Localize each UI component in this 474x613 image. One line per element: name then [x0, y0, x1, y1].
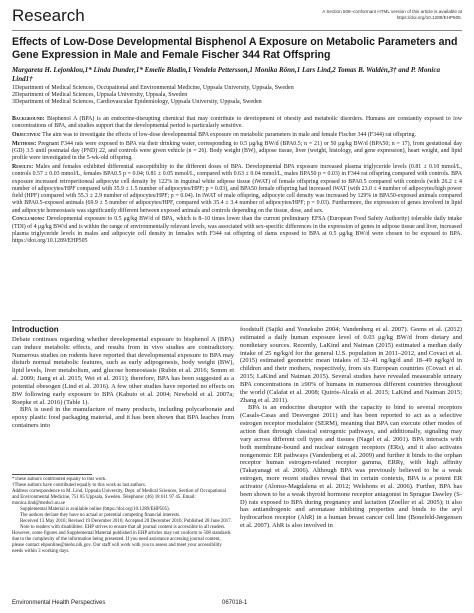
abstract-conclusions-head: Conclusions:: [12, 216, 45, 223]
header-rule: [12, 30, 462, 31]
accessibility-notice: A Section 508–conformant HTML version of this article is available at https://doi.org/10.1289/EHP505.: [322, 9, 462, 20]
right-paragraph-2: BPA is an endocrine disruptor with the capacity to bind to several receptors (Casals-Casas and Desvergne 2011) and has been reported to act as a selective estrogen receptor modulator (SERM), meaning that BPA can execute other modes of action than through classical estrogenic pathways, and additionally, signaling may vary across different cell types and tissues (Nagel et al. 2001). BPA interacts with both membrane-bound and nuclear estrogen receptors (ERs), and it also activates nongenomic ER pathways (Vandenberg et al. 2009) and further it binds to the orphan receptor human estrogen-related receptor gamma, ERRγ, with high affinity (Takayanagi et al. 2006). Although BPA was previously believed to be a weak estrogen, more recent studies reveal that in certain contexts, BPA is a potent ER activator (Alonso-Magdalena et al. 2012; Welshons et al. 2006). Further, BPA has been shown to be a weak thyroid hormone receptor antagonist in Sprague Dawley (S-D) rats exposed to BPA during pregnancy and lactation (Zoeller et al. 2005); it also has antiandrogenic and aromatase inhibiting properties and binds to the aryl hydrocarbon receptor (AhR) in a human breast cancer cell line (Bonefeld-Jørgensen et al. 2007). AhR is also involved in: [240, 404, 462, 530]
introduction-heading: Introduction: [12, 326, 59, 334]
abstract: [12, 116, 462, 316]
abstract-objectives-head: Objectives:: [12, 132, 41, 138]
affiliation-2: 2Department of Medical Sciences, Uppsala University, Uppsala, Sweden: [12, 92, 188, 99]
abstract-objectives-text: The aim was to investigate the effects of low-dose developmental BPA exposure on metabolic parameters in male and female Fischer 344 (F344) rat offspring.: [42, 132, 416, 138]
abstract-conclusions: [12, 216, 462, 245]
body-column-left: [12, 326, 234, 466]
introduction-paragraph-1: Debate continues regarding whether developmental exposure to bisphenol A (BPA) can induce metabolic effects, and results from in vivo studies are contradictory. Numerous studies on rodents have reported that developmental exposure to BPA may disturb normal metabolic features, such as early adipogenesis, body weight (BW), lipid levels, liver metabolism, and glucose homeostasis (Rubin et al. 2016; Somm et al. 2009; Jiang et al. 2015; Wei et al. 2011); therefore, BPA has been suggested as a potential obesogen (Lind et al. 2016). A few other studies have reported no effects on BW following early exposure to BPA (Kabuto et al. 2004; Newbold et al. 2007a; Roepke et al. 2016) (Table 1).: [12, 335, 234, 406]
footnote-supplemental: Supplemental Material is available online (https://doi.org/10.1289/EHP505).: [20, 507, 170, 512]
footnote-rule: [12, 474, 92, 475]
footer-page-number: 067018-1: [222, 600, 248, 606]
right-paragraph-1: foodstuff (Sajiki and Yonekubo 2004; Vandenberg et al. 2007). Geens et al. (2012) estimated a daily human exposure level of 0.03 μg/kg BW/d from dietary and nondietary sources. Recently, LaKind and Naiman (2015) estimated a median daily intake of 25 ng/kg/d for the general U.S. population in 2011–2012, and Covaci et al. (2015) estimated geometric mean intakes of 32–41 ng/kg/d and 18–49 ng/kg/d in children and their mothers, respectively, from six European countries (Covaci et al. 2015; LaKind and Naiman 2015). Several studies have revealed measurable urinary BPA concentrations in ≥90% of humans in numerous different countries throughout the world (Calafat et al. 2008; Quirós-Alcalá et al. 2015; LaKind and Naiman 2015; Zhang et al. 2011).: [240, 326, 462, 404]
abstract-results-head: Results:: [12, 164, 34, 170]
affiliations: [12, 85, 462, 107]
author-list: Margareta H. Lejonklou,1* Linda Dunder,1* Emelie Bladin,1 Vendela Pettersson,1 Monika Rönn,1 Lars Lind,2 Tomas B. Waldén,3† and P. Monica Lind1†: [12, 66, 440, 83]
footnote-correspondence: Address correspondence to M. Lind, Uppsala University, Dept. of Medical Sciences, Section of Occupational and Environmental Medicine, 751 85 Uppsala, Sweden. Telephone: (46) 18 611 97 45. Email: monica.lind@medsci.uu.se: [12, 489, 226, 506]
body-column-right: [240, 326, 462, 596]
footnote-accessibility: Note to readers with disabilities: EHP strives to ensure that all journal content is accessible to all readers. However, some figures and Supplemental Material published in EHP articles may not conform to 508 standards due to the complexity of the information being presented. If you need assistance accessing journal content, please contact ehponline@niehs.nih.gov. Our staff will work with you to assess and meet your accessibility needs within 3 working days.: [12, 525, 231, 554]
page-header: [12, 6, 462, 36]
article-title: Effects of Low-Dose Developmental Bisphenol A Exposure on Metabolic Parameters and Gene Expression in Male and Female Fischer 344 Rat Offspring: [12, 36, 458, 61]
footnote-equal-contribution: *These authors contributed equally to this work.: [12, 477, 107, 482]
footnote-dates: Received 13 May 2016; Revised 19 December 2016; Accepted 20 December 2016; Published 28 June 2017.: [20, 519, 232, 524]
abstract-background-head: Background:: [12, 116, 45, 122]
abstract-objectives: [12, 132, 462, 139]
affiliation-3: 3Department of Medical Sciences, Cardiovascular Epidemiology, Uppsala University, Uppsala, Sweden: [12, 99, 262, 106]
abstract-methods-text: Pregnant F344 rats were exposed to BPA via their drinking water, corresponding to 0.5 μg/kg BW/d (BPA0.5; n = 21) or 50 μg/kg BW/d (BPA50; n = 17), from gestational day (GD) 3.5 until postnatal day (PND) 22, and controls were given vehicle (n = 26). Body weight (BW), adipose tissue, liver (weight, histology, and gene expression), heart weight, and lipid profile were investigated in the 5-wk-old offspring.: [12, 140, 462, 162]
abstract-conclusions-text: Developmental exposure to 0.5 μg/kg BW/d of BPA, which is 8–10 times lower than the current preliminary EFSA (European Food Safety Authority) tolerable daily intake (TDI) of 4 μg/kg BW/d and is within the range of environmentally relevant levels, was associated with sex-specific differences in the expression of genes in adipose tissue and liver, increased plasma triglyceride levels in males and adipocyte cell density in females with F344 rat offspring of dams exposed to BPA at 0.5 μg/kg BW/d were chosen to be exposed to BPA. https://doi.org/10.1289/EHP505: [12, 216, 462, 244]
abstract-methods: [12, 141, 462, 163]
abstract-background: [12, 116, 462, 131]
section-label: Research: [12, 6, 85, 25]
footer-journal: Environmental Health Perspectives: [12, 600, 106, 606]
abstract-methods-head: Methods:: [12, 140, 37, 147]
footnotes: [12, 477, 234, 595]
abstract-rule: [12, 320, 462, 321]
page-footer: [12, 600, 462, 609]
abstract-background-text: Bisphenol A (BPA) is an endocrine-disrupting chemical that may contribute to development of obesity and metabolic disorders. Humans are constantly exposed to low concentrations of BPA, and studies support that the developmental period is particularly sensitive.: [12, 116, 462, 130]
affiliation-1: 1Department of Medical Sciences, Occupational and Environmental Medicine, Uppsala University, Uppsala, Sweden: [12, 85, 294, 91]
footnote-last-authors: †These authors have contributed equally to this work as last authors.: [12, 483, 147, 488]
introduction-paragraph-2: BPA is used in the manufacture of many products, including polycarbonate and epoxy plastic food packaging material, and it has been shown that BPA leaches from containers into: [12, 406, 234, 430]
abstract-results: [12, 164, 462, 215]
footnote-competing-interests: The authors declare they have no actual or potential competing financial interests.: [20, 513, 181, 518]
abstract-results-text: Males and females exhibited differential susceptibility to the different doses of BPA. Developmental BPA exposure increased plasma triglyceride levels (0.81 ± 0.10 mmol/L, controls 0.57 ± 0.03 mmol/L, females BPA0.5 p = 0.04; 0.81 ± 0.05 mmol/L, compared with 0.63 ± 0.04 mmol/L, males BPA50 p = 0.03) in F344 rat offspring compared with controls. BPA exposure increased retroperitoneal adipocyte cell density by 122% in inguinal white adipose tissue (iWAT) of female offspring exposed to BPA0.5 compared with controls (with 26.2 ± 4 number of adipocytes/HPF compared with 35.9 ± 1.5 number of adipocytes/HPF; p = 0.03), and BPA50 female offspring had increased iWAT (with 23.0 ± 4 number of adipocytes/high power field (HPF) compared with 55.3 ± 2.9 number of adipocytes/HPF; p = 0.04). In iWAT of male offspring, adipocyte cell density was increased by 129% in BPA50-exposed animals compared with BPA0.5-exposed animals (69.9 ± 5 number of adipocytes/HPF, compared with 35.4 ± 3.4 number of adipocytes/HPF; p = 0.03). Furthermore, the expression of genes involved in lipid and adipocyte homeostasis was significantly different between exposed animals and controls depending on the tissue, dose, and sex.: [12, 164, 462, 214]
